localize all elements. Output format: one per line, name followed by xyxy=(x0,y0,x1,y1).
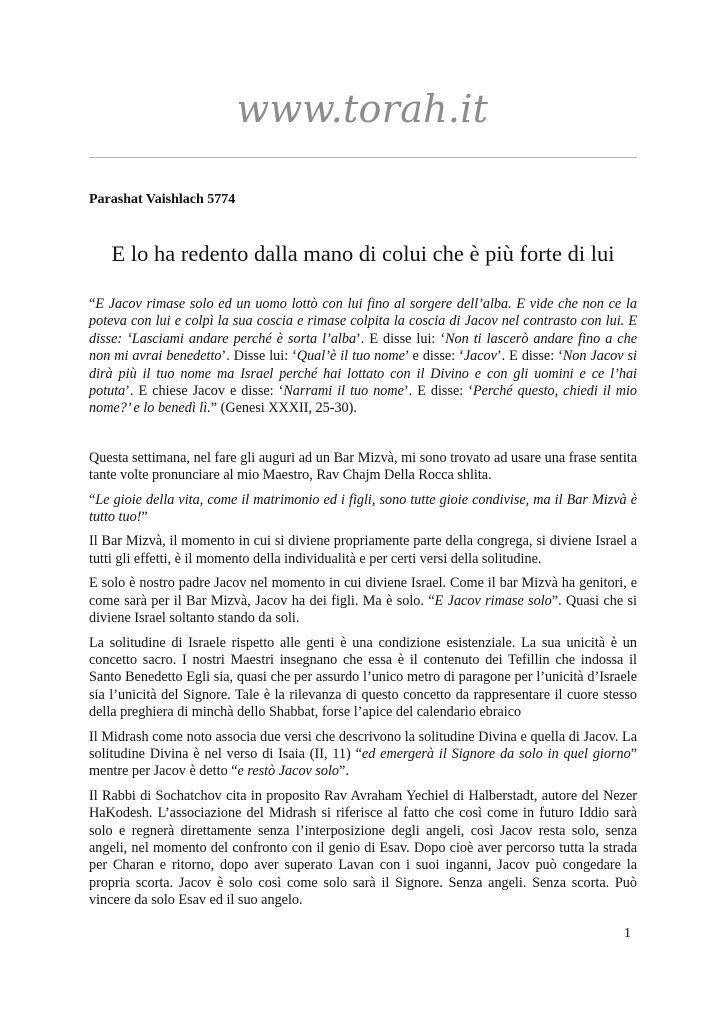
header-divider xyxy=(89,157,637,158)
quote-text: Perché questo, chiedi il mio nome?’ e lo benedì lì. xyxy=(89,383,638,417)
quote-text: Non ti lascerò andare fino a che non mi avrai benedetto xyxy=(89,330,637,365)
paragraph-text: ”. xyxy=(339,763,349,780)
paragraph-text: Il Midrash come noto associa due versi che descrivono la solitudine Divina e quella di Jacov. La solitudine Divina è nel verso di Isaia (II, 11) “ xyxy=(89,728,637,762)
quote-text: Narrami il tuo nome xyxy=(283,383,404,400)
quote-text: Qual’è il tuo nome xyxy=(296,348,405,365)
quote-citation: ” (Genesi XXXII, 25-30). xyxy=(210,400,357,417)
page-number: 1 xyxy=(624,926,631,941)
quote-mark: ” xyxy=(141,509,148,526)
article-body xyxy=(89,296,637,917)
italic-quote: E Jacov rimase solo xyxy=(434,592,552,609)
body-paragraph: La solitudine di Israele rispetto alle genti è una condizione esistenziale. La sua unicità è un concetto sacro. I nostri Maestri insegnano che essa è il contenuto dei Tefillin che indossa il Santo Benedetto Egli sia, quasi che per assurdo l’unico metro di paragone per l’unicità d’Israele sia l’unicità del Signore. Tale è la rilevanza di questo concetto da rappresentare il cuore stesso della preghiera di minchà dello Shabbat, forse l’apice del calendario ebraico xyxy=(89,634,637,721)
parasha-heading: Parashat Vaishlach 5774 xyxy=(89,192,236,207)
quote-text: E Jacov rimase solo ed un uomo lottò con lui fino al sorgere dell’alba. E vide che non ce la poteva con lui e colpì la sua coscia e rimase colpita la coscia di Jacov nel contrasto con lui. E disse: ‘Lasciami andare perché è sorta l’alba xyxy=(89,296,637,347)
body-paragraph xyxy=(89,729,637,781)
page-title: E lo ha redento dalla mano di colui che è più forte di lui xyxy=(111,241,615,266)
site-title: www.torah.it xyxy=(236,87,489,131)
body-paragraph xyxy=(89,492,637,527)
quote-mark: “ xyxy=(89,296,96,312)
quote-text: ’. E disse: ‘ xyxy=(403,383,473,400)
italic-quote: ed emergerà il Signore da solo in quel giorno xyxy=(361,745,631,762)
quote-mark: “ xyxy=(89,491,96,508)
quote-text: ’. E disse: ‘ xyxy=(496,348,563,365)
paragraph-text: ”. Quasi che si diviene Israel soltanto stando da soli. xyxy=(89,592,637,627)
body-paragraph: Il Bar Mizvà, il momento in cui si diviene propriamente parte della congrega, si diviene Israel a tutti gli effetti, è il momento della individualità e per certi versi della solitudine. xyxy=(89,533,637,567)
body-paragraph: Il Rabbi di Sochatchov cita in proposito Rav Avraham Yechiel di Halberstadt, autore del Nezer HaKodesh. L’associazione del Midrash si riferisce al fatto che così come in futuro Iddio sarà solo e regnerà direttamente senza l’interposizione degli angeli, così Jacov resta solo, senza angeli, nel momento del confronto con il genio di Esav. Dopo cioè aver percorso tutta la strada per Charan e ritorno, dopo aver superato Lavan con i suoi inganni, Jacov può congedare la propria scorta. Jacov è solo così come solo sarà il Signore. Senza angeli. Senza scorta. Può vincere da solo Esav ed il suo angelo. xyxy=(89,787,637,909)
body-paragraph: Questa settimana, nel fare gli auguri ad un Bar Mizvà, mi sono trovato ad usare una frase sentita tante volte pronunciare al mio Maestro, Rav Chajm Della Rocca shlita. xyxy=(89,449,637,484)
quote-text: ’ e disse: ‘ xyxy=(404,348,464,365)
quote-text: ’. E chiese Jacov e disse: ‘ xyxy=(125,383,284,400)
opening-quote-paragraph xyxy=(89,296,637,418)
paragraph-text: ” mentre per Jacov è detto “ xyxy=(89,745,637,780)
paragraph-text: E solo è nostro padre Jacov nel momento in cui diviene Israel. Come il bar Mizvà ha genitori, e come sarà per il Bar Mizvà, Jacov ha dei figli. Ma è solo. “ xyxy=(89,575,637,609)
quote-text: Non Jacov si dirà più il tuo nome ma Israel perché hai lottato con il Divino e con gli uomini e ce l’hai potuta xyxy=(89,348,637,400)
italic-quote: e restò Jacov solo xyxy=(237,763,340,780)
quote-text: ’. Disse lui: ‘ xyxy=(221,348,297,365)
quote-text: ’. E disse lui: ‘ xyxy=(356,330,446,347)
quote-text: Jacov xyxy=(463,348,497,365)
italic-quote: Le gioie della vita, come il matrimonio ed i figli, sono tutte gioie condivise, ma il Bar Mizvà è tutto tuo! xyxy=(89,491,637,526)
body-paragraph xyxy=(89,575,637,627)
